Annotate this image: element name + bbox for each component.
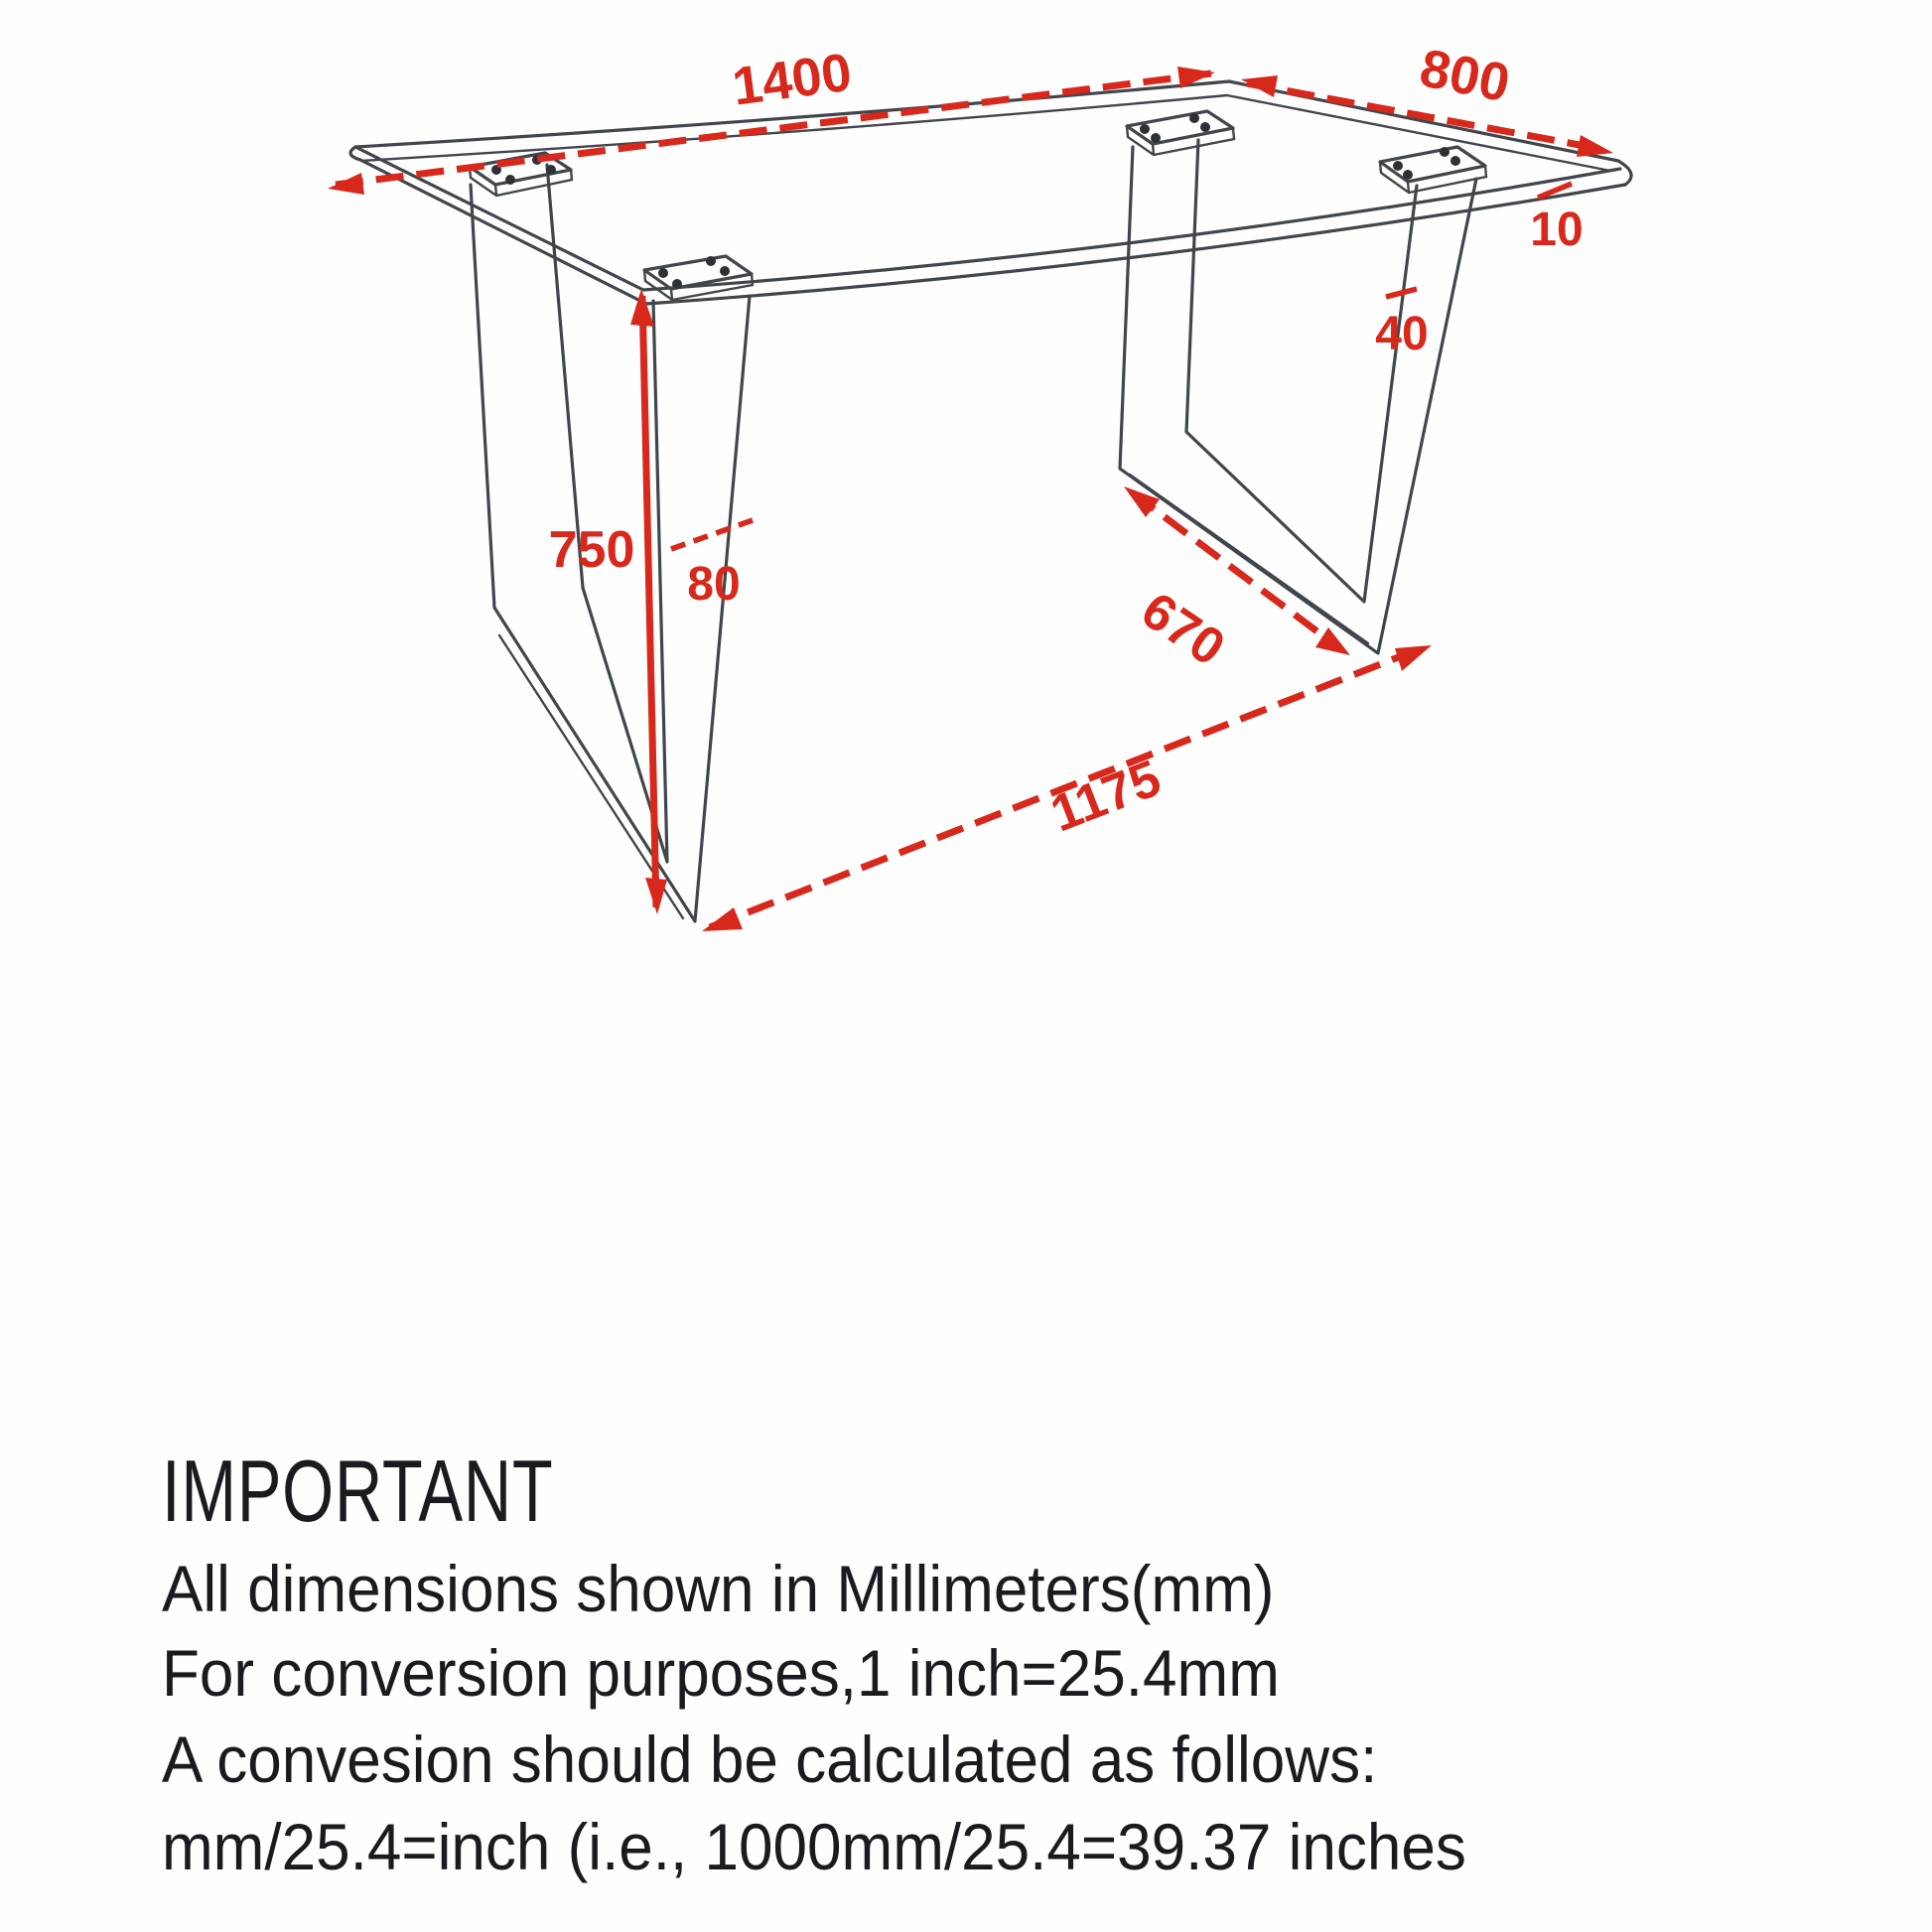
note-line-conversion-rule: A convesion should be calculated as follows: [162, 1723, 1378, 1796]
dim-label-10: 10 [1530, 204, 1584, 256]
note-line-conversion-factor: For conversion purposes,1 inch=25.4mm [162, 1636, 1280, 1710]
dim-label-670: 670 [1131, 581, 1235, 678]
dim-label-1175: 1175 [1042, 749, 1169, 844]
dim-label-80: 80 [687, 558, 741, 611]
notes-title: IMPORTANT [162, 1442, 554, 1540]
dim-label-800: 800 [1415, 38, 1515, 114]
dim-label-1400: 1400 [729, 42, 856, 117]
dim-label-40: 40 [1375, 308, 1429, 360]
note-line-units: All dimensions shown in Millimeters(mm) [162, 1552, 1275, 1625]
note-line-conversion-example: mm/25.4=inch (i.e., 1000mm/25.4=39.37 inches [162, 1810, 1466, 1883]
dim-label-750: 750 [548, 521, 635, 579]
